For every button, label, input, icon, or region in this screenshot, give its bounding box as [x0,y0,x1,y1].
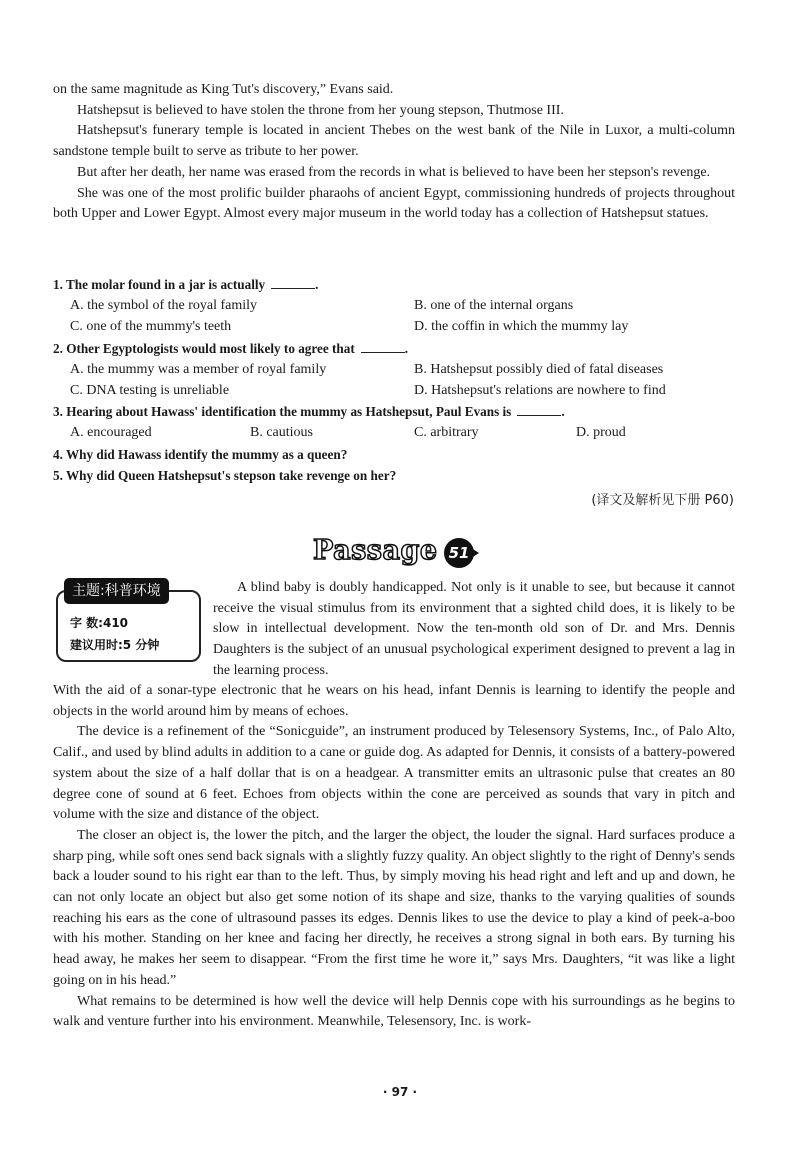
paragraph: The closer an object is, the lower the pitch, and the larger the object, the louder the signal. Hard surfaces produce a sharp ping, while soft ones send back signals with a slightly fuzzy quality. An object slightly to the right of Denny's sends back a louder sound to his right ear than to the left. Thus, by simply moving his head right and left and up and down, he can not only locate an object but also get some notion of its shape and size, thanks to the varying qualities of sounds reaching his ears as the cone of ultrasound passes its edges. Dennis likes to use the device to play a kind of peek-a-boo with his mother. Standing on her knee and facing her directly, he receives a strong signal in both ears. By turning his head away, he makes her seem to disappear. “From the first time he wore it,” says Mrs. Daughters, “it was like a light going on in his head.” [53,827,735,988]
paragraph: A blind baby is doubly handicapped. Not only is it unable to see, but because it cannot receive the visual stimulus from its environment that a sighted child does, it is likely to be slow in intellectual development. Now the ten-month old son of Dr. and Mrs. Dennis Daughters is the subject of an unusual psychological experiment designed to prevent a lag in the learning process. [213,580,735,678]
option: C. arbitrary [414,425,479,441]
paragraph: She was one of the most prolific builder pharaohs of ancient Egypt, commissioning hundreds of projects throughout both Upper and Lower Egypt. Almost every major museum in the world today has a collection of Hatshepsut statues. [53,185,735,222]
option: A. the mummy was a member of royal family [70,361,327,377]
question-2: 2. Other Egyptologists would most likely to agree that . [53,340,409,356]
question-1-options [53,295,735,337]
previous-passage-text [53,80,735,225]
option: C. DNA testing is unreliable [70,383,230,399]
question-3-options [53,422,735,443]
answer-blank [517,405,561,416]
translation-reference-note: (译文及解析见下册 P60) [591,493,734,508]
question-list [53,274,735,486]
option: D. the coffin in which the mummy lay [414,319,629,335]
paragraph: Hatshepsut's funerary temple is located in ancient Thebes on the west bank of the Nile in Luxor, a multi-column sandstone temple built to serve as tribute to her power. [53,123,735,160]
suggested-time: 建议用时:5 分钟 [70,638,160,652]
question-5: 5. Why did Queen Hatshepsut's stepson take revenge on her? [53,467,397,483]
answer-blank [271,278,315,289]
option: B. cautious [250,425,313,441]
page-number: · 97 · [382,1085,418,1099]
option: A. the symbol of the royal family [70,298,258,314]
option: B. one of the internal organs [414,298,574,314]
topic-info-box [56,583,201,662]
topic-title: 主题:科普环境 [64,578,169,604]
paragraph: What remains to be determined is how well the device will help Dennis cope with his surroundings as he begins to walk and venture further into his environment. Meanwhile, Telesensory, Inc. is work- [53,993,735,1030]
option: B. Hatshepsut possibly died of fatal diseases [414,361,664,377]
option: D. Hatshepsut's relations are nowhere to find [414,383,666,399]
paragraph: The device is a refinement of the “Sonicguide”, an instrument produced by Telesensory Systems, Inc., of Palo Alto, Calif., and used by blind adults in addition to a cane or guide dog. As adapted for Dennis, it consists of a battery-powered system about the size of a half dollar that is on a headgear. A transmitter emits an ultrasonic pulse that creates an 80 degree cone of sound at 6 feet. Echoes from objects within the cone are perceived as sounds that vary in pitch and volume with the size and distance of the object. [53,724,735,823]
option: C. one of the mummy's teeth [70,319,232,335]
passage-opening [213,578,735,682]
question-4: 4. Why did Hawass identify the mummy as a queen? [53,446,348,462]
option: D. proud [576,425,626,441]
option: A. encouraged [70,425,152,441]
word-count: 字 数:410 [70,616,129,630]
question-3: 3. Hearing about Hawass' identification the mummy as Hatshepsut, Paul Evans is . [53,404,565,420]
paragraph: on the same magnitude as King Tut's discovery,” Evans said. [53,82,394,97]
paragraph: Hatshepsut is believed to have stolen the throne from her young stepson, Thutmose III. [77,102,564,118]
paragraph: But after her death, her name was erased from the records in what is believed to have been her stepson's revenge. [77,164,711,180]
passage-body [53,681,735,1033]
paragraph: With the aid of a sonar-type electronic that he wears on his head, infant Dennis is learning to identify the people and objects in the world around him by means of echoes. [53,683,735,719]
answer-blank [361,342,405,353]
question-2-options [53,359,735,401]
passage-number-badge: 51 [444,538,474,568]
question-1: 1. The molar found in a jar is actually . [53,277,319,292]
passage-title: Passage [313,535,438,566]
